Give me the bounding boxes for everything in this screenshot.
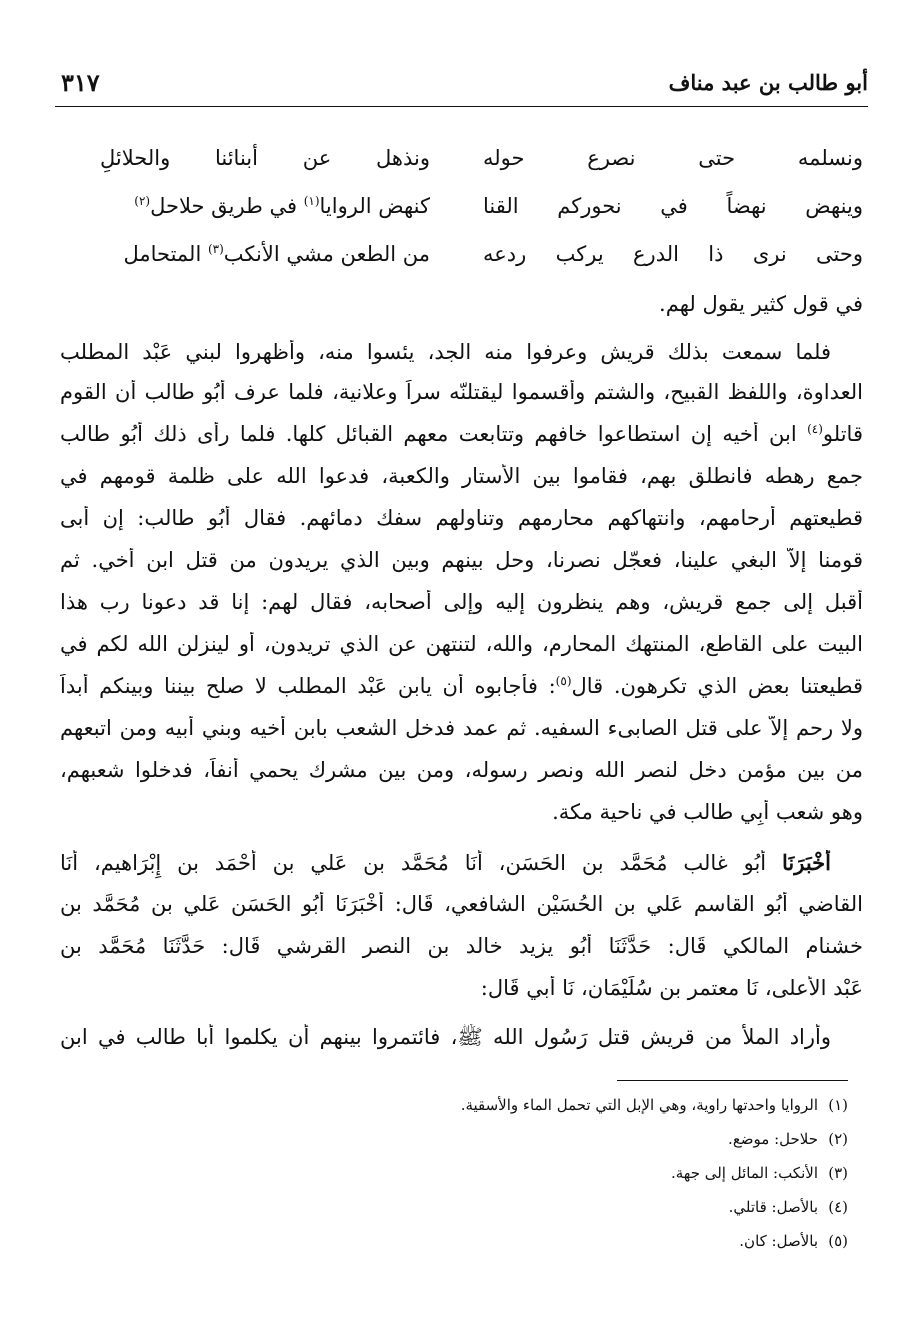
header-rule [55,106,868,107]
footnote-text: الروايا واحدتها راوية، وهي الإبل التي تحمل الماء والأسقية. [460,1096,818,1114]
text-line: جمع رهطه فانطلق بهم، فقاموا بين الأستار والكعبة، فدعوا الله على ظلمة قومهم في [60,464,863,488]
text-line: العداوة، واللفظ القبيح، والشتم وأقسموا ليقتلنّه سراً وعلانية، فلما عرف أَبُو طالب أن القوم [60,380,863,404]
footnote-text: بالأصل: كان. [739,1232,818,1250]
text-line: أقبل إلى جمع قريش، وهم ينظرون إليه وإلى أصحابه، فقال لهم: إنا قد دعونا رب هذا [60,590,863,614]
text-line: قطيعتنا بعض الذي تكرهون. قال$^{(٥)}$: فأجابوه أن يابن عَبْد المطلب لا صلح بيننا وبينكم أبداً [60,674,863,698]
verse-first-hemistich: ونسلمه حتى نصرع حوله [483,146,863,170]
footnote-number: (٢) [828,1130,848,1148]
text-line: في قول كثير يقول لهم. [659,292,863,316]
isnad-line: خشنام المالكي قَال: حَدَّثَنَا أَبُو يزيد خالد بن النصر القرشي قَال: حَدَّثَنَا مُحَمَّد بن [60,934,863,958]
verse-line [60,146,863,190]
page-number: ٣١٧ [61,68,100,97]
text-line: من بين مؤمن دخل لنصر الله ونصر رسوله، ومن بين مشرك يحمي أنفاً، فدخلوا شعبهم، [60,758,863,782]
verse-line [60,242,863,286]
footnote-ref: (٥) [555,674,572,688]
footnote-ref: (١) [303,194,320,208]
verse-second-hemistich: كنهض الروايا$^{(١)}$ في طريق حلاحل$^{(٢)}$ [134,194,430,218]
footnote-ref: (٤) [807,422,823,436]
footnote-number: (٣) [828,1164,848,1182]
verse-line [60,194,863,238]
footnote [461,1096,848,1124]
footnote [671,1164,848,1192]
footnote-text: بالأصل: قاتلي. [728,1198,818,1216]
footnote-number: (٥) [828,1232,848,1250]
footnote-rule [617,1080,848,1081]
isnad-line: عَبْد الأعلى، نَا معتمر بن سُلَيْمَان، نَا أَبي قَال: [480,976,863,1000]
verse-first-hemistich: وينهض نهضاً في نحوركم القنا [483,194,863,218]
footnote-ref: (٣) [207,242,224,256]
footnote-number: (٤) [828,1198,848,1216]
text-line: قطيعتهم أرحامهم، وانتهاكهم محارمهم وتناولهم سفك دمائهم. فقال أَبُو طالب: إن أبى [60,506,863,530]
akhbarana-keyword: أَخْبَرَنَا [782,850,831,875]
verse-second-hemistich: من الطعن مشي الأنكب$^{(٣)}$ المتحامل [123,242,430,266]
footnote [739,1232,848,1260]
verse-first-hemistich: وحتى نرى ذا الدرع يركب ردعه [483,242,863,266]
footnote-ref: (٢) [134,194,151,208]
isnad-line: القاضي أَبُو القاسم عَلي بن الحُسَيْن الشافعي، قَال: أَخْبَرَنَا أَبُو الحَسَن عَلي بن مُحَمَّد بن [60,892,863,916]
text-line: البيت على القاطع، المنتهك المحارم، والله، لتنتهن عن الذي تريدون، أو لينزلن الله لكم في [60,632,863,656]
footnote-text: الأنكب: المائل إلى جهة. [670,1164,818,1182]
text-line: قاتلو$^{(٤)}$ ابن أخيه إن استطاعوا خافهم وتتابعت معهم القبائل كلها. فلما رأى ذلك أَبُو طالب [60,422,863,446]
text-line: ولا رحم إلاّ على قتل الصابىء السفيه. ثم عمد فدخل الشعب بابن أخيه وبني أبيه ومن اتبعهم [60,716,863,740]
footnote [728,1130,848,1158]
running-head-title: أبو طالب بن عبد مناف [668,70,868,95]
text-line: وهو شعب أَبِي طالب في ناحية مكة. [552,800,863,824]
text-line: فلما سمعت بذلك قريش وعرفوا منه الجد، يئسوا منه، وأظهروا لبني عَبْد المطلب [60,340,831,364]
footnote-text: حلاحل: موضع. [728,1130,818,1148]
text-line: وأراد الملأ من قريش قتل رَسُول الله ﷺ، فائتمروا بينهم أن يكلموا أبا طالب في ابن [60,1025,831,1049]
verse-second-hemistich: ونذهل عن أبنائنا والحلائلِ [100,146,430,170]
footnote [729,1198,848,1226]
text-line: قومنا إلاّ البغي علينا، فعجّل نصرنا، وحل بينهم وبين الذي يريدون من قتل ابن أخي. ثم [60,548,863,572]
footnote-number: (١) [828,1096,848,1114]
isnad-line: أَخْبَرَنَا أَبُو غالب مُحَمَّد بن الحَسَن، أَنَا مُحَمَّد بن عَلي بن أَحْمَد بن إِبْرَاهيم، أَنَا [60,850,831,875]
running-head [55,70,868,104]
